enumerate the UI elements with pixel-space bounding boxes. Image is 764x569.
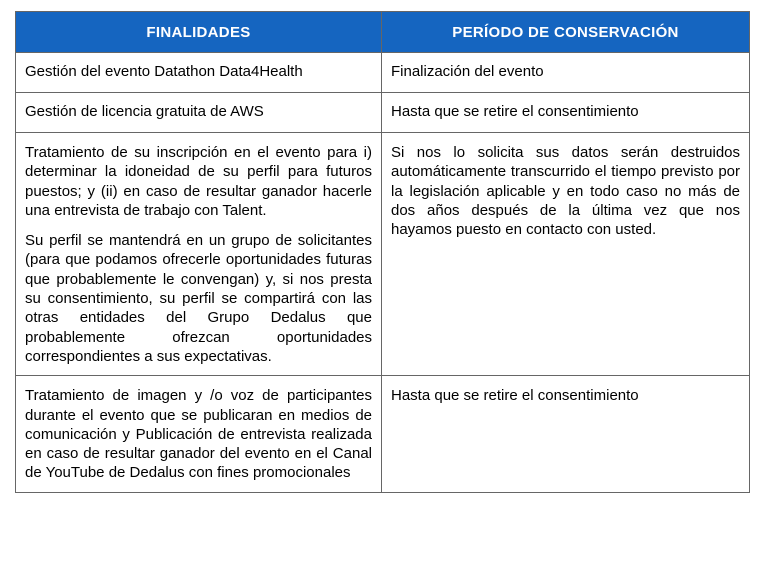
purpose-text: Su perfil se mantendrá en un grupo de solicitantes (para que podamos ofrecerle oportunidades futuras que probablemente le convengan) y, si nos presta su consentimiento, su perfil se compartirá con las otras entidades del Grupo Dedalus que probablemente ofrezcan oportunidades correspondientes a sus expectativas. (25, 232, 372, 365)
period-text: Si nos lo solicita sus datos serán destruidos automáticamente transcurrido el tiempo previsto por la legislación aplicable y en todo caso no más de dos años después de la última vez que nos hayamos puesto en contacto con usted. (391, 144, 740, 239)
period-cell (382, 376, 750, 492)
purpose-text: Gestión de licencia gratuita de AWS (25, 103, 264, 120)
purpose-cell (16, 53, 382, 93)
header-finalidades: FINALIDADES (16, 12, 382, 53)
period-cell (382, 53, 750, 93)
purpose-text: Gestión del evento Datathon Data4Health (25, 63, 303, 80)
period-cell (382, 93, 750, 133)
purpose-text: Tratamiento de su inscripción en el evento para i) determinar la idoneidad de su perfil para futuros puestos; y (ii) en caso de resultar ganador hacerle una entrevista de trabajo con Talent. (25, 144, 372, 219)
table-row (16, 133, 750, 376)
table-row (16, 376, 750, 492)
purpose-cell (16, 133, 382, 376)
period-text: Hasta que se retire el consentimiento (391, 103, 639, 120)
period-text: Finalización del evento (391, 63, 544, 80)
header-periodo-conservacion: PERÍODO DE CONSERVACIÓN (382, 12, 750, 53)
retention-table (15, 11, 750, 493)
purpose-text: Tratamiento de imagen y /o voz de participantes durante el evento que se publicaran en medios de comunicación y Publicación de entrevista realizada en caso de resultar ganador del evento en el Canal de YouTube de Dedalus con fines promocionales (25, 387, 372, 482)
table-row (16, 53, 750, 93)
period-text: Hasta que se retire el consentimiento (391, 387, 639, 405)
purpose-cell (16, 93, 382, 133)
period-cell (382, 133, 750, 376)
purpose-cell (16, 376, 382, 492)
header-row (16, 12, 750, 53)
table-row (16, 93, 750, 133)
